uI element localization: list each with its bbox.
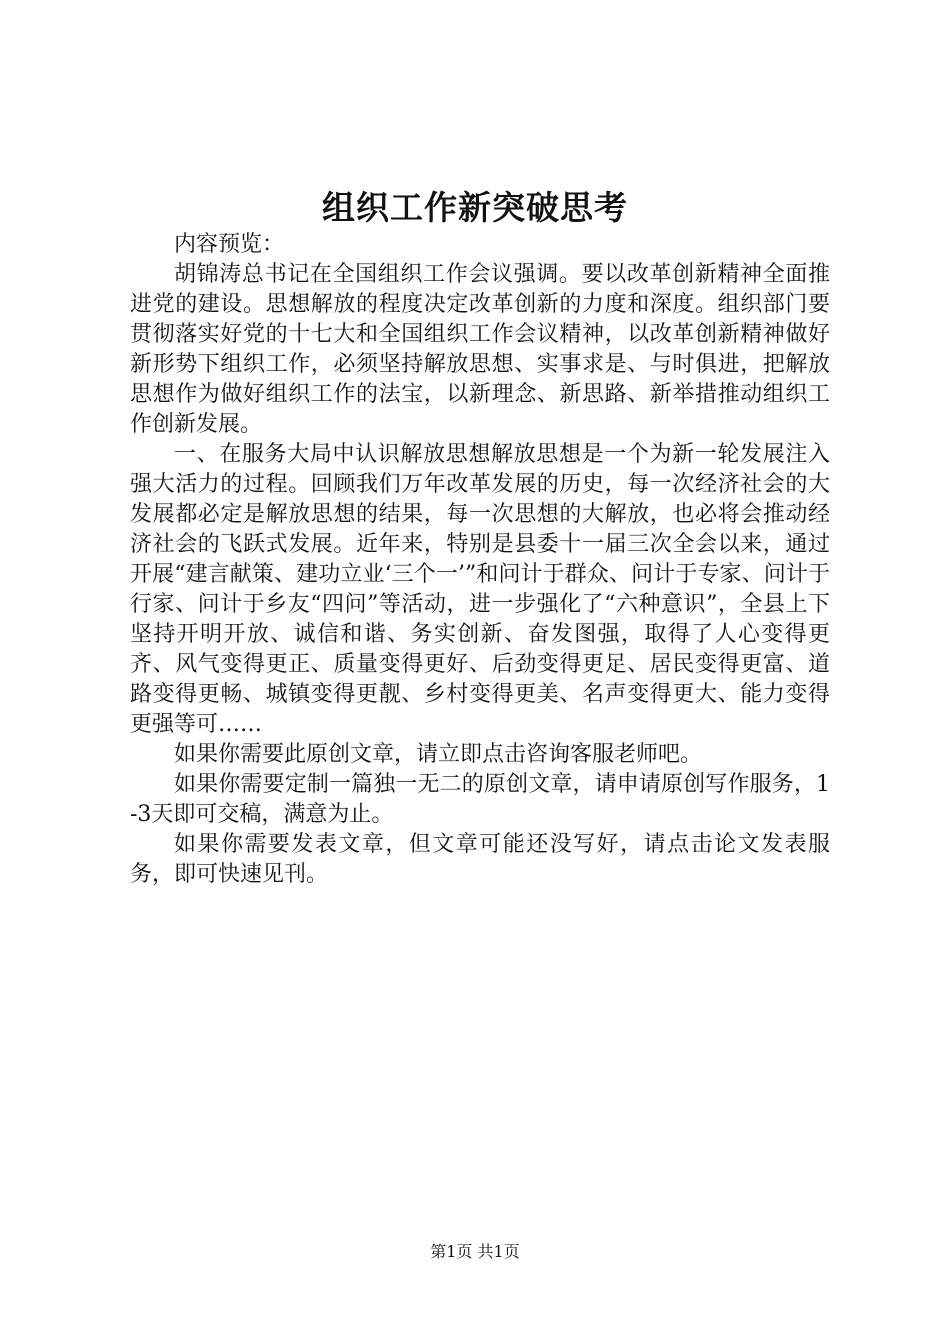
body-paragraph: 胡锦涛总书记在全国组织工作会议强调。要以改革创新精神全面推进党的建设。思想解放的程度决定改革创新的力度和深度。组织部门要贯彻落实好党的十七大和全国组织工作会议精神，以改革创新精神做好新形势下组织工作，必须坚持解放思想、实事求是、与时俱进，把解放思想作为做好组织工作的法宝，以新理念、新思路、新举措推动组织工作创新发展。 — [130, 262, 830, 437]
consult-service-text: 如果你需要此原创文章，请立即点击咨询客服老师吧。 — [174, 742, 703, 767]
custom-writing-text: 如果你需要定制一篇独一无二的原创文章，请申请原创写作服务，1-3天即可交稿，满意为止。 — [130, 772, 830, 827]
document-title: 组织工作新突破思考 — [322, 188, 628, 227]
page-number: 第1页 共1页 — [430, 1242, 520, 1261]
document-body — [130, 230, 830, 890]
preview-label: 内容预览： — [174, 232, 285, 257]
body-paragraph: 一、在服务大局中认识解放思想解放思想是一个为新一轮发展注入强大活力的过程。回顾我们万年改革发展的历史，每一次经济社会的大发展都必定是解放思想的结果，每一次思想的大解放，也必将会推动经济社会的飞跃式发展。近年来，特别是县委十一届三次全会以来，通过开展“建言献策、建功立业‘三个一’”和问计于群众、问计于专家、问计于行家、问计于乡友“四问”等活动，进一步强化了“六种意识”，全县上下坚持开明开放、诚信和谐、务实创新、奋发图强，取得了人心变得更齐、风气变得更正、质量变得更好、后劲变得更足、居民变得更富、道路变得更畅、城镇变得更靓、乡村变得更美、名声变得更大、能力变得更强等可…… — [130, 442, 830, 737]
publish-service-text: 如果你需要发表文章，但文章可能还没写好，请点击论文发表服务，即可快速见刊。 — [130, 832, 830, 887]
